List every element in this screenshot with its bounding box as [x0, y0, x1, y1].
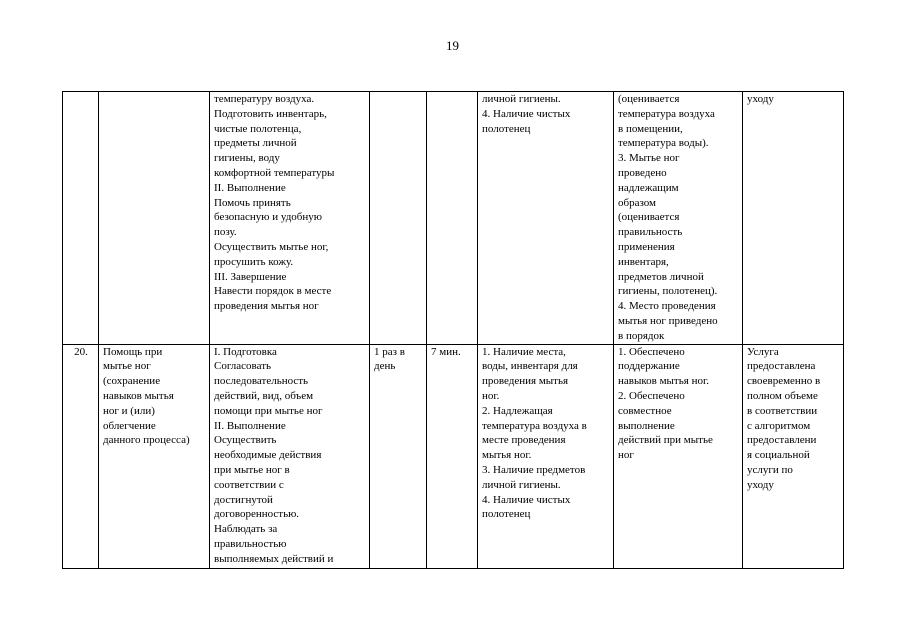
cell-line: чистые полотенца, — [214, 122, 302, 135]
cell-line: навыков мытья ног. — [618, 375, 709, 388]
cell-line: 4. Наличие чистых — [482, 493, 571, 506]
cell-service-name — [99, 92, 210, 345]
cell-line: с алгоритмом — [747, 419, 811, 432]
cell-line: проведения мытья ног — [214, 300, 319, 313]
cell-line: Помощь при — [103, 345, 163, 358]
cell-line: действий, вид, объем — [214, 389, 314, 402]
cell-line: день — [374, 360, 396, 373]
cell-line: необходимые действия — [214, 449, 322, 462]
cell-results — [614, 344, 743, 568]
cell-line: (сохранение — [103, 375, 161, 388]
cell-service-name — [99, 344, 210, 568]
cell-line: II. Выполнение — [214, 181, 286, 194]
cell-line: 3. Наличие предметов — [482, 463, 586, 476]
cell-line: в соответствии — [747, 404, 818, 417]
cell-line: 4. Место проведения — [618, 300, 716, 313]
cell-line: 4. Наличие чистых — [482, 107, 571, 120]
cell-number: 20. — [63, 344, 99, 568]
cell-line: температура воздуха — [618, 107, 715, 120]
table-row — [63, 344, 844, 568]
cell-line: действий при мытье — [618, 434, 713, 447]
cell-line: Подготовить инвентарь, — [214, 107, 327, 120]
cell-line: договоренностью. — [214, 508, 300, 521]
cell-line: ног. — [482, 389, 500, 402]
cell-line: инвентаря, — [618, 255, 669, 268]
cell-line: данного процесса) — [103, 434, 190, 447]
cell-line: личной гигиены. — [482, 478, 561, 491]
cell-line: Навести порядок в месте — [214, 285, 332, 298]
cell-line: предоставлени — [747, 434, 817, 447]
cell-line: надлежащим — [618, 181, 679, 194]
cell-line: Услуга — [747, 345, 779, 358]
cell-line: (оценивается — [618, 93, 680, 105]
cell-conditions — [478, 92, 614, 345]
cell-line: Согласовать — [214, 360, 272, 373]
services-table — [62, 91, 844, 569]
cell-line: (оценивается — [618, 211, 680, 224]
cell-line: безопасную и удобную — [214, 211, 322, 224]
cell-number — [63, 92, 99, 345]
cell-line: своевременно в — [747, 375, 821, 388]
cell-line: 1 раз в — [374, 345, 405, 358]
cell-line: навыков мытья — [103, 389, 174, 402]
cell-line: месте проведения — [482, 434, 566, 447]
cell-line: III. Завершение — [214, 270, 287, 283]
cell-line: помощи при мытье ног — [214, 404, 323, 417]
cell-evaluation — [743, 92, 844, 345]
cell-line: предметы личной — [214, 137, 297, 150]
cell-line: достигнутой — [214, 493, 273, 506]
cell-service-content — [210, 344, 370, 568]
cell-line: уходу — [747, 478, 774, 491]
cell-line: в помещении, — [618, 122, 683, 135]
cell-frequency — [370, 344, 427, 568]
cell-duration — [427, 344, 478, 568]
table-row — [63, 92, 844, 345]
cell-line: облегчение — [103, 419, 156, 432]
cell-line: Помочь принять — [214, 196, 291, 209]
cell-line: I. Подготовка — [214, 345, 277, 358]
cell-line: соответствии с — [214, 478, 284, 491]
cell-line: Осуществить мытье ног, — [214, 240, 329, 253]
cell-evaluation — [743, 344, 844, 568]
cell-line: температуру воздуха. — [214, 93, 315, 105]
cell-line: проведения мытья — [482, 375, 569, 388]
cell-line: 1. Наличие места, — [482, 345, 566, 358]
cell-line: личной гигиены. — [482, 93, 561, 105]
cell-line: поддержание — [618, 360, 680, 373]
cell-line: выполнение — [618, 419, 675, 432]
cell-line: выполняемых действий и — [214, 552, 334, 565]
cell-line: температура воды). — [618, 137, 709, 150]
cell-conditions — [478, 344, 614, 568]
cell-line: позу. — [214, 226, 237, 239]
cell-line: 2. Надлежащая — [482, 404, 553, 417]
cell-line: образом — [618, 196, 657, 209]
cell-line: 7 мин. — [431, 345, 461, 358]
cell-line: мытья ног. — [482, 449, 532, 462]
cell-results — [614, 92, 743, 345]
cell-line: ног — [618, 449, 634, 462]
cell-line: услуги по — [747, 463, 793, 476]
cell-line: при мытье ног в — [214, 463, 290, 476]
cell-line: уходу — [747, 93, 774, 105]
cell-line: 2. Обеспечено — [618, 389, 685, 402]
cell-line: предметов личной — [618, 270, 704, 283]
cell-line: применения — [618, 240, 675, 253]
cell-line: II. Выполнение — [214, 419, 286, 432]
cell-line: температура воздуха в — [482, 419, 587, 432]
cell-line: просушить кожу. — [214, 255, 294, 268]
cell-line: 3. Мытье ног — [618, 152, 680, 165]
cell-line: мытья ног приведено — [618, 314, 718, 327]
cell-line: комфортной температуры — [214, 166, 335, 179]
cell-duration — [427, 92, 478, 345]
cell-service-content — [210, 92, 370, 345]
cell-line: полотенец — [482, 508, 531, 521]
cell-line: полотенец — [482, 122, 531, 135]
cell-line: правильность — [618, 226, 683, 239]
cell-line: проведено — [618, 166, 667, 179]
cell-frequency — [370, 92, 427, 345]
cell-line: воды, инвентаря для — [482, 360, 578, 373]
cell-line: Осуществить — [214, 434, 277, 447]
cell-line: ног и (или) — [103, 404, 155, 417]
page-number: 19 — [446, 38, 459, 53]
cell-line: Наблюдать за — [214, 523, 278, 536]
cell-line: в порядок — [618, 329, 665, 342]
cell-line: 1. Обеспечено — [618, 345, 685, 358]
cell-line: последовательность — [214, 375, 309, 388]
cell-line: полном объеме — [747, 389, 818, 402]
cell-line: правильностью — [214, 537, 287, 550]
cell-line: предоставлена — [747, 360, 816, 373]
cell-line: совместное — [618, 404, 672, 417]
cell-line: я социальной — [747, 449, 810, 462]
cell-line: гигиены, воду — [214, 152, 280, 165]
cell-line: мытье ног — [103, 360, 151, 373]
cell-line: гигиены, полотенец). — [618, 285, 718, 298]
